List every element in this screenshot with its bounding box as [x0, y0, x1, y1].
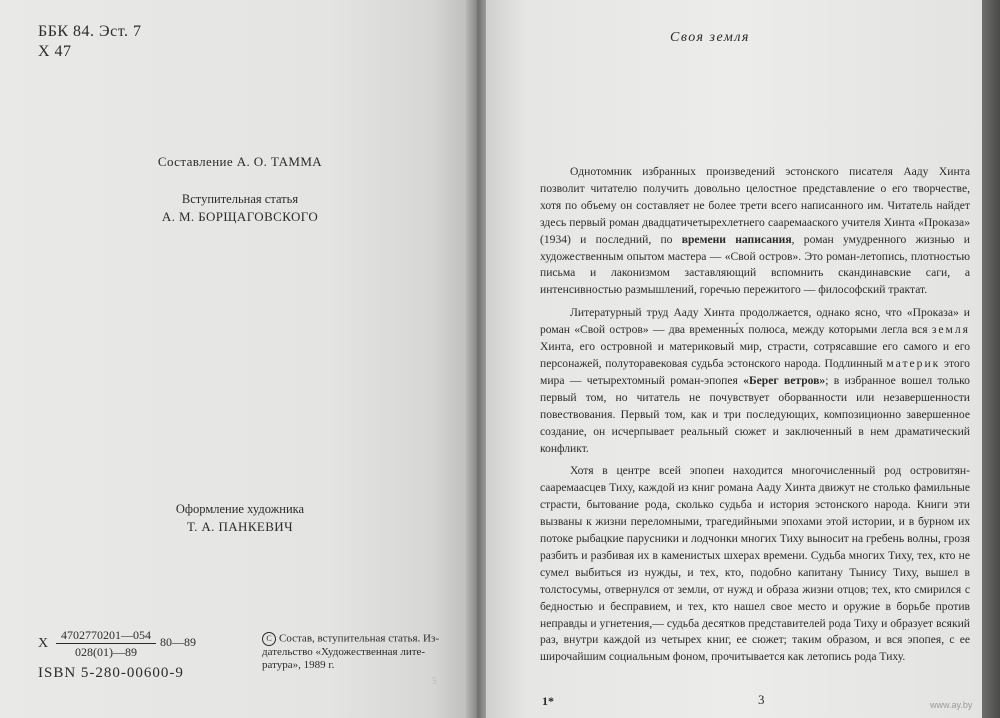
intro-author: А. М. БОРЩАГОВСКОГО: [161, 209, 319, 224]
isbn: ISBN 5-280-00600-9: [38, 665, 184, 681]
bbk-line-1: ББК 84. Эст. 7: [38, 23, 142, 40]
p2-spaced-1: земля: [931, 323, 970, 337]
copyright-line-3: ратура», 1989 г.: [262, 659, 335, 671]
preface-text: [540, 164, 970, 672]
catalog-suffix: 80—89: [160, 635, 196, 649]
signature-mark: 1*: [542, 694, 554, 708]
paragraph-2: [540, 305, 970, 457]
catalog-denominator: 028(01)—89: [75, 645, 137, 659]
p1-part-2: , роман умудренного жизнью и художественным опытом мастера — «Свой остров». Это роман-летопись, плотностью письма и лаконизмом заставляющий вспомнить скандинавские саги, а интенсивностью размышлений, горечью пережитого — философский трактат.: [540, 232, 970, 297]
paragraph-1: [540, 164, 970, 299]
watermark: www.ay.by: [930, 700, 973, 710]
catalog-numerator: 4702770201—054: [56, 627, 156, 644]
left-page: [0, 0, 470, 718]
copyright-icon: C: [262, 632, 276, 646]
p2-part-1: Литературный труд Ааду Хинта продолжается, однако ясно, что «Проказа» и роман «Свой остров» — два временны́х полюса, между которыми легла вся: [540, 306, 970, 337]
page-number: 3: [758, 692, 765, 707]
designer-name: Т. А. ПАНКЕВИЧ: [187, 519, 293, 534]
p1-part-1: Однотомник избранных произведений эстонского писателя Ааду Хинта позволит читателю получить довольно целостное представление о его творчестве, хотя по объему он составляет не более трети всего написанного им. Читатель найдет здесь первый роман двадцатичетырехлетнего сааремааского учителя Хинта «Проказа» (1934) и последний, по: [540, 165, 970, 246]
intro-label: Вступительная статья: [181, 192, 299, 206]
p2-bold: «Берег ветров»: [743, 373, 826, 387]
p2-spaced-2: материк: [886, 356, 941, 370]
catalog-fraction: [56, 627, 156, 660]
compiler-credit: Составление А. О. ТАММА: [157, 154, 323, 169]
bbk-classification: [38, 22, 142, 62]
paragraph-3: Хотя в центре всей эпопеи находится многочисленный род островитян-сааремаасцев Тиху, каждой из книг романа Ааду Хинта движут не столько фамильные страсти, бытование рода, сколько судьба и история эстонского народа. Книги эти вызваны к жизни переломными, трагедийными эпохами этой истории, и в бурном их потоке рыбацкие парусники и лодчонки многих Тиху выносит на гребень волны, грозя разбить и разбивая их в каменистых шхерах времени. Судьба многих Тиху, тех, кто не сумел выбиться из нужды, и тех, кто, подобно капитану Тынису Тиху, вышел в толстосумы, отвернулся от земли, от нужд и образа жизни отцов; тех, кто смирился с бедностью и бесправием, и тех, кто нашел свое место и оружие в борьбе против неправды и угнетения,— судьба десятков представителей рода Тиху и образует всякий раз, внутри каждой из четырех книг, ее сюжет; таким образом, и вся эпопея, с ее широчайшим социальным фоном, прочитывается как летопись рода Тиху.: [540, 464, 970, 664]
faint-stamp: 5: [432, 676, 437, 686]
catalog-letter: Х: [38, 636, 49, 651]
design-label: Оформление художника: [175, 502, 305, 516]
page-edge-shadow: [982, 0, 1000, 718]
copyright-line-2: дательство «Художественная лите-: [262, 646, 426, 658]
copyright-notice: [262, 632, 439, 672]
p2-part-2: Хинта, его островной и материковый мир, страсти, сотрясавшие его самого и его персонажей, полуторавековая судьба эстонского народа. Подлинный: [540, 340, 970, 370]
bbk-line-2: Х 47: [38, 43, 72, 60]
p2-part-4: ; в избранное вошел только первый том, но читатель не почувствует оборванности или незавершенности повествования. Первый том, как и три последующих, композиционно завершенное создание, он исчерпывает реальный сюжет и заключенный в нем драматический конфликт.: [540, 373, 970, 455]
copyright-line-1: Состав, вступительная статья. Из-: [279, 632, 439, 645]
page-title: Своя земля: [670, 30, 750, 45]
p1-bold: времени написания: [681, 232, 792, 246]
book-gutter: [466, 0, 488, 718]
p2-part-3: этого мира — четырехтомный роман-эпопея: [540, 356, 970, 387]
